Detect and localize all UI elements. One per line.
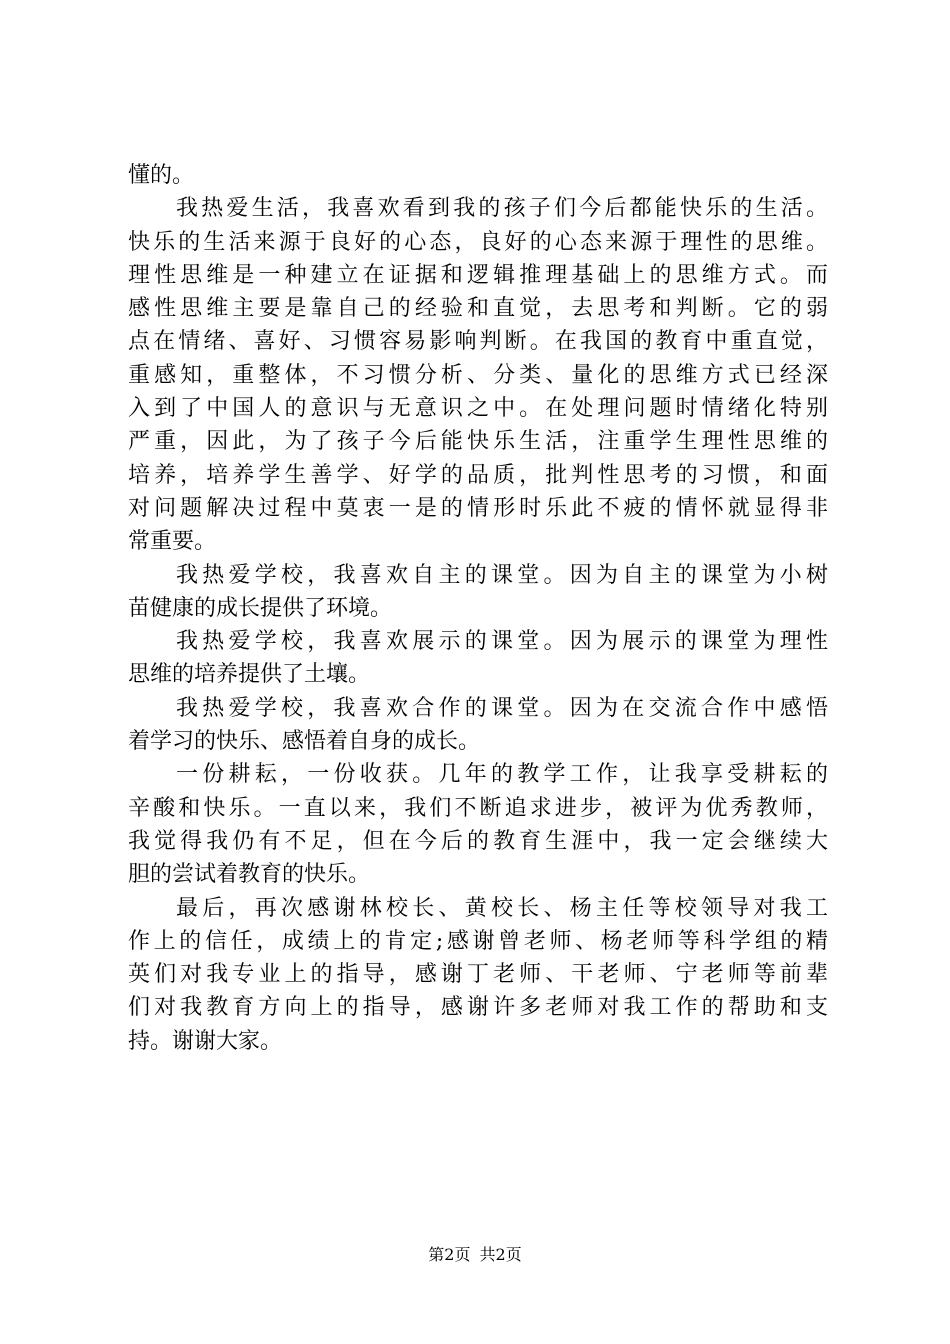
text-line: 严重，因此，为了孩子今后能快乐生活，注重学生理性思维的 — [128, 429, 828, 455]
page-footer — [0, 1243, 950, 1267]
document-body — [128, 159, 828, 1058]
text-line: 我热爱生活，我喜欢看到我的孩子们今后都能快乐的生活。 — [176, 196, 828, 222]
text-line: 们对我教育方向上的指导，感谢许多老师对我工作的帮助和支 — [128, 995, 828, 1021]
text-line: 我觉得我仍有不足，但在今后的教育生涯中，我一定会继续大 — [128, 828, 828, 854]
text-line: 英们对我专业上的指导，感谢丁老师、干老师、宁老师等前辈 — [128, 962, 828, 988]
text-line: 对问题解决过程中莫衷一是的情形时乐此不疲的情怀就显得非 — [128, 495, 828, 521]
text-line: 胆的尝试着教育的快乐。 — [128, 862, 371, 888]
text-line: 培养，培养学生善学、好学的品质，批判性思考的习惯，和面 — [128, 462, 828, 488]
text-line: 苗健康的成长提供了环境。 — [128, 595, 393, 621]
text-line: 辛酸和快乐。一直以来，我们不断追求进步，被评为优秀教师， — [128, 795, 828, 821]
text-line: 常重要。 — [128, 529, 217, 555]
text-line: 入到了中国人的意识与无意识之中。在处理问题时情绪化特别 — [128, 396, 828, 422]
text-line: 我热爱学校，我喜欢展示的课堂。因为展示的课堂为理性 — [176, 629, 828, 655]
text-line: 一份耕耘，一份收获。几年的教学工作，让我享受耕耘的 — [176, 762, 828, 788]
text-line: 我热爱学校，我喜欢自主的课堂。因为自主的课堂为小树 — [176, 562, 828, 588]
page-total: 共2页 — [479, 1245, 522, 1264]
text-line: 最后，再次感谢林校长、黄校长、杨主任等校领导对我工 — [176, 895, 828, 921]
text-line: 着学习的快乐、感悟着自身的成长。 — [128, 729, 481, 755]
page-number: 第2页 — [428, 1245, 471, 1264]
text-line: 理性思维是一种建立在证据和逻辑推理基础上的思维方式。而 — [128, 262, 828, 288]
text-line: 快乐的生活来源于良好的心态，良好的心态来源于理性的思维。 — [128, 229, 828, 255]
text-line: 思维的培养提供了土壤。 — [128, 662, 371, 688]
text-line: 持。谢谢大家。 — [128, 1028, 283, 1054]
text-line: 懂的。 — [128, 163, 195, 188]
text-line: 我热爱学校，我喜欢合作的课堂。因为在交流合作中感悟 — [176, 695, 828, 721]
text-line: 感性思维主要是靠自己的经验和直觉，去思考和判断。它的弱 — [128, 296, 828, 322]
text-line: 作上的信任，成绩上的肯定;感谢曾老师、杨老师等科学组的精 — [128, 928, 828, 954]
text-line: 重感知，重整体，不习惯分析、分类、量化的思维方式已经深 — [128, 362, 828, 388]
text-line: 点在情绪、喜好、习惯容易影响判断。在我国的教育中重直觉， — [128, 329, 828, 355]
